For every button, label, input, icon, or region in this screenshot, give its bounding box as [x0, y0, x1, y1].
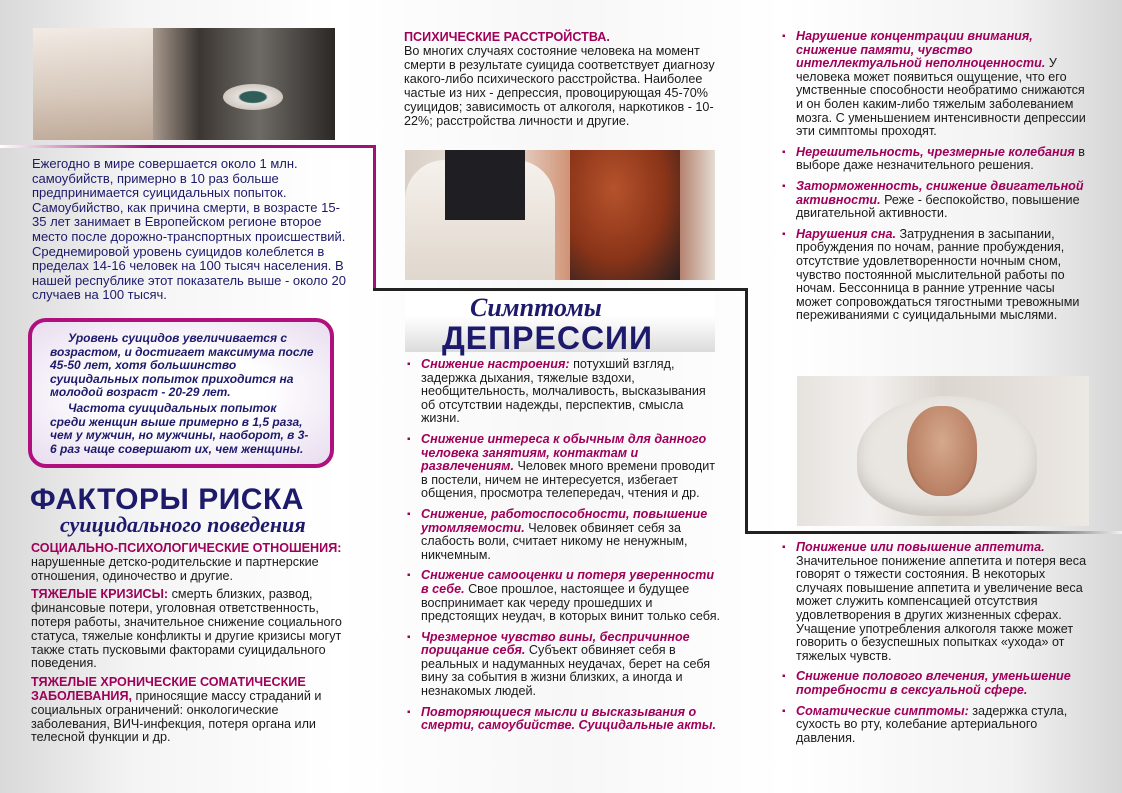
- symptom-item: ▪ Снижение, работоспособности, повышение утомляемости. Человек обвиняет себя за слабость воли, считает никому не ненужным, никчемным.: [405, 508, 721, 562]
- symptom-item: ▪ Снижение интереса к обычным для данного человека занятиям, контактам и развлечениям. Человек много времени проводит в постели, ничем не интересуется, избегает общения, просмотра телепередач, чтения и др.: [405, 433, 721, 501]
- factor-1: СОЦИАЛЬНО-ПСИХОЛОГИЧЕСКИЕ ОТНОШЕНИЯ: нарушенные детско-родительские и партнерские отношения, одиночество и другие.: [31, 541, 342, 583]
- therapy-photo: [405, 150, 715, 280]
- symptoms-list-1: [405, 358, 721, 740]
- intro-text: Ежегодно в мире совершается около 1 млн. самоубийств, примерно в 10 раз больше предпринимается суицидальных попыток. Самоубийство, как причина смерти, в возрасте 15-35 лет занимает в Европейском регионе второе место после дорожно-транспортных происшествий. Среднемировой уровень суицидов колеблется в пределах 14-16 человек на 100 тысяч населения. В нашей республике этот показатель выше - около 20 случаев на 100 тысяч.: [32, 156, 346, 303]
- divider-line-4: [745, 288, 748, 533]
- mental-section: [404, 30, 716, 128]
- divider-line-5: [745, 531, 1122, 534]
- insomnia-photo: [797, 376, 1089, 526]
- symptoms-subtitle: ДЕПРЕССИИ: [442, 320, 654, 356]
- symptom-item: ▪ Соматические симптомы: задержка стула, сухость во рту, колебание артериального давления.: [780, 705, 1092, 746]
- mental-heading: ПСИХИЧЕСКИЕ РАССТРОЙСТВА.: [404, 30, 610, 44]
- symptom-item: ▪ Снижение полового влечения, уменьшение потребности в сексуальной сфере.: [780, 670, 1092, 697]
- symptom-item: ▪ Нарушение концентрации внимания, снижение памяти, чувство интеллектуальной неполноценности. У человека может появиться ощущение, что его умственные способности необратимо снижаются и он болен каким-либо тяжелым заболеванием мозга. С уменьшением интенсивности депрессии эти симптомы проходят.: [780, 30, 1092, 139]
- eye-photo: [33, 28, 335, 140]
- factor-2: ТЯЖЕЛЫЕ КРИЗИСЫ: смерть близких, развод, финансовые потери, уголовная ответственность, потеря работы, значительное снижение социального статуса, тяжелые конфликты и другие кризисы могут также стать пусковыми факторами суицидального поведения.: [31, 587, 342, 671]
- mental-text: Во многих случаях состояние человека на момент смерти в результате суицида соответствует диагнозу какого-либо психического расстройства. Наиболее частые из них - депрессия, провоцирующая 45-70% суицидов; зависимость от алкоголя, наркотиков - 10-22%; расстройства личности и другие.: [404, 44, 715, 128]
- symptom-item: ▪ Нерешительность, чрезмерные колебания в выборе даже незначительного решения.: [780, 146, 1092, 173]
- symptoms-list-3: [780, 541, 1092, 752]
- risk-title: ФАКТОРЫ РИСКА: [30, 483, 304, 516]
- symptoms-list-2: [780, 30, 1092, 330]
- symptom-item: ▪ Заторможенность, снижение двигательной активности. Реже - беспокойство, повышение двигательной активности.: [780, 180, 1092, 221]
- symptom-item: ▪ Нарушения сна. Затруднения в засыпании, пробуждения по ночам, ранние пробуждения, отсутствие удовлетворенности ночным сном, чувство постоянной мыслительной работы по ночам. Бессонница в ранние утренние часы может сопровождаться тягостными тревожными переживаниями с суицидальными мыслями.: [780, 228, 1092, 323]
- stats-box: [28, 318, 334, 468]
- stats-box-p2: Частота суицидальных попыток среди женщин выше примерно в 1,5 раза, чем у мужчин, но мужчины, наоборот, в 3-6 раз чаще совершают их, чем женщины.: [50, 400, 309, 456]
- symptom-item: ▪ Чрезмерное чувство вины, беспричинное порицание себя. Субъект обвиняет себя в реальных и надуманных неудачах, берет на себя вину за события в жизни близких, а иногда и незнакомых людей.: [405, 631, 721, 699]
- stats-box-p1: Уровень суицидов увеличивается с возрастом, и достигает максимума после 45-50 лет, хотя большинство суицидальных попыток приходится на молодой возраст - 20-29 лет.: [50, 331, 314, 400]
- divider-line-3: [373, 288, 748, 291]
- divider-line-2: [373, 145, 376, 290]
- symptoms-title: Симптомы: [470, 293, 602, 322]
- symptom-item: ▪ Снижение самооценки и потеря уверенности в себе. Свое прошлое, настоящее и будущее воспринимает как череду прошедших и предстоящих неудач, в которых винит только себя.: [405, 569, 721, 623]
- risk-factors: [31, 542, 349, 750]
- risk-subtitle: суицидального поведения: [60, 512, 306, 537]
- factor-3: ТЯЖЕЛЫЕ ХРОНИЧЕСКИЕ СОМАТИЧЕСКИЕ ЗАБОЛЕВАНИЯ, приносящие массу страданий и социальных ограничений: онкологические заболевания, ВИЧ-инфекция, потеря органа или телесной функции и др.: [31, 675, 322, 745]
- symptom-item: ▪ Повторяющиеся мысли и высказывания о смерти, самоубийстве. Суицидальные акты.: [405, 706, 721, 733]
- symptom-item: ▪ Понижение или повышение аппетита. Значительное понижение аппетита и потеря веса говорят о тяжести состояния. В некоторых случаях повышение аппетита и увеличение веса может служить компенсацией отсутствия удовлетворения в других жизненных сферах. Учащение употребления алкоголя также может говорить о безуспешных попытках «ухода» от тяжелых чувств.: [780, 541, 1092, 663]
- symptom-item: ▪ Снижение настроения: потухший взгляд, задержка дыхания, тяжелые вздохи, необщительность, молчаливость, высказывания об отсутствии надежды, перспектив, смысла жизни.: [405, 358, 721, 426]
- divider-line-1: [0, 145, 376, 148]
